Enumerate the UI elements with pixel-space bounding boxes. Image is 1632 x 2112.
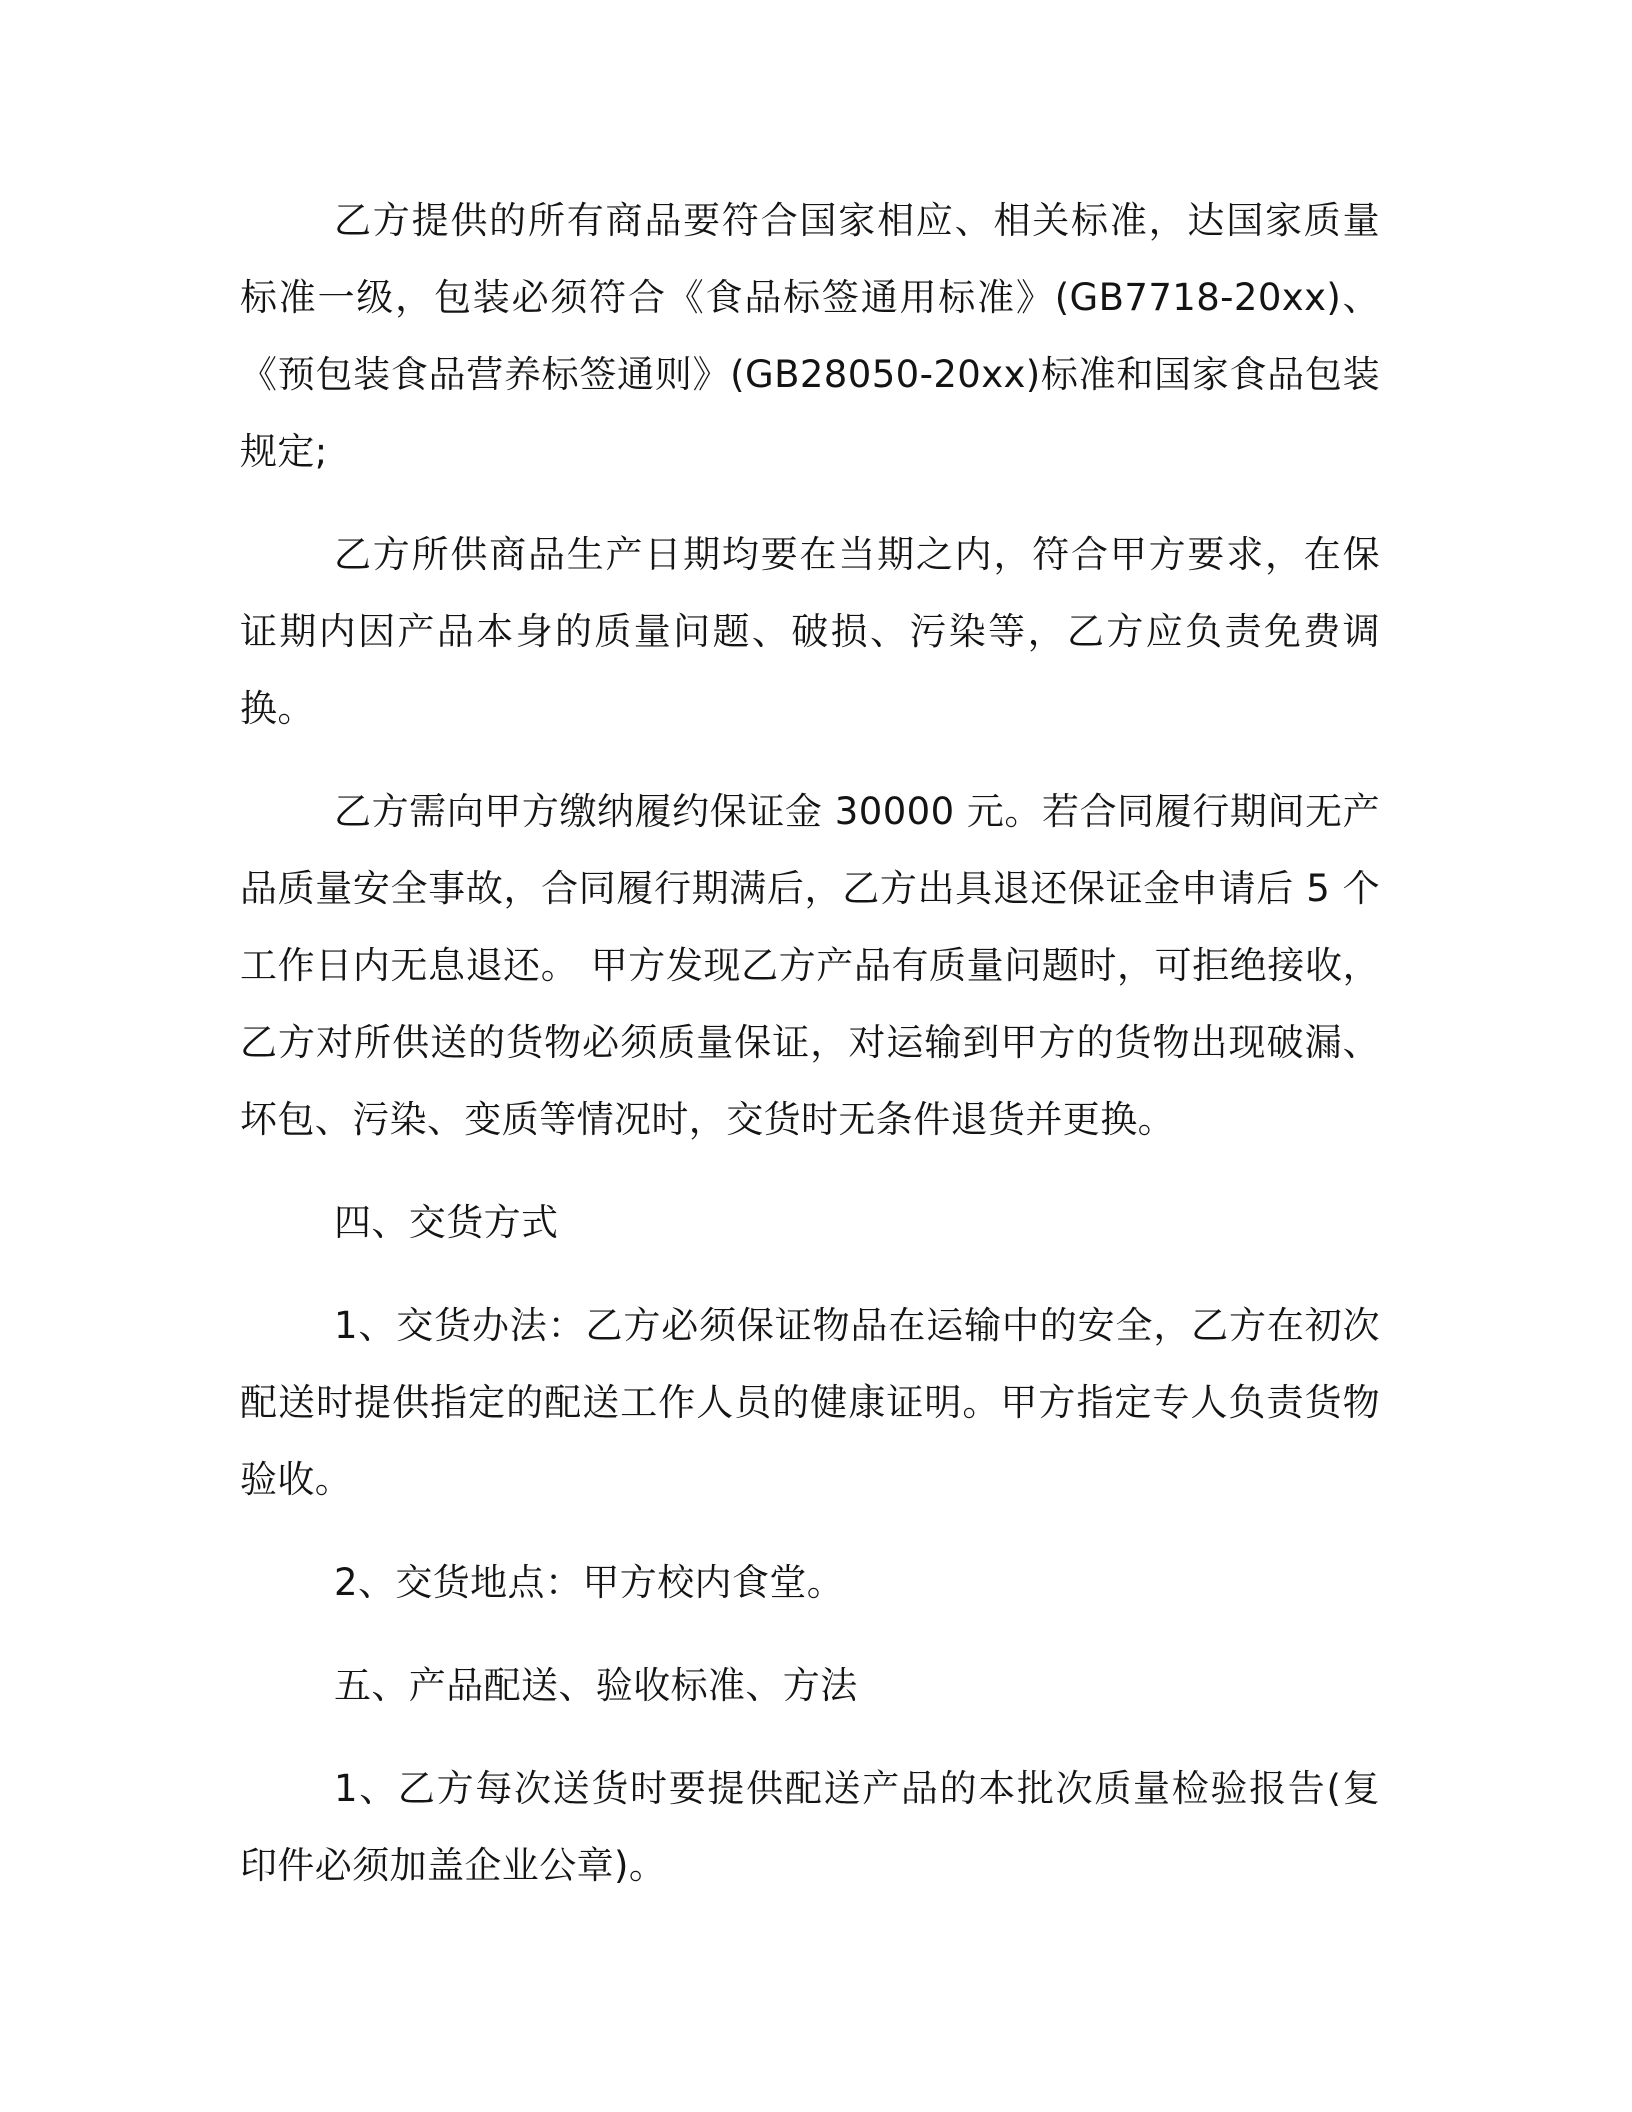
paragraph-delivery-procedure: 1、交货办法：乙方必须保证物品在运输中的安全，乙方在初次配送时提供指定的配送工作人员的健康证明。甲方指定专人负责货物验收。 xyxy=(240,1304,1380,1501)
paragraph-quality-standards: 乙方提供的所有商品要符合国家相应、相关标准，达国家质量标准一级，包装必须符合《食品标签通用标准》(GB7718-20xx)、《预包装食品营养标签通则》(GB28050-20xx)标准和国家食品包装规定; xyxy=(240,199,1380,473)
paragraph-production-date: 乙方所供商品生产日期均要在当期之内，符合甲方要求，在保证期内因产品本身的质量问题、破损、污染等，乙方应负责免费调换。 xyxy=(240,533,1380,730)
section-heading-delivery-method: 四、交货方式 xyxy=(334,1201,559,1244)
section-heading-acceptance-standards: 五、产品配送、验收标准、方法 xyxy=(334,1664,858,1707)
paragraph-performance-bond: 乙方需向甲方缴纳履约保证金 30000 元。若合同履行期间无产品质量安全事故，合同履行期满后，乙方出具退还保证金申请后 5 个工作日内无息退还。 甲方发现乙方产品有质量问题时，可拒绝接收，乙方对所供送的货物必须质量保证，对运输到甲方的货物出现破漏、坏包、污染、变质等情况时，交货时无条件退货并更换。 xyxy=(240,790,1380,1141)
paragraph-delivery-location: 2、交货地点：甲方校内食堂。 xyxy=(334,1561,845,1604)
document-body xyxy=(240,182,1380,1930)
paragraph-inspection-report: 1、乙方每次送货时要提供配送产品的本批次质量检验报告(复印件必须加盖企业公章)。 xyxy=(240,1767,1380,1887)
